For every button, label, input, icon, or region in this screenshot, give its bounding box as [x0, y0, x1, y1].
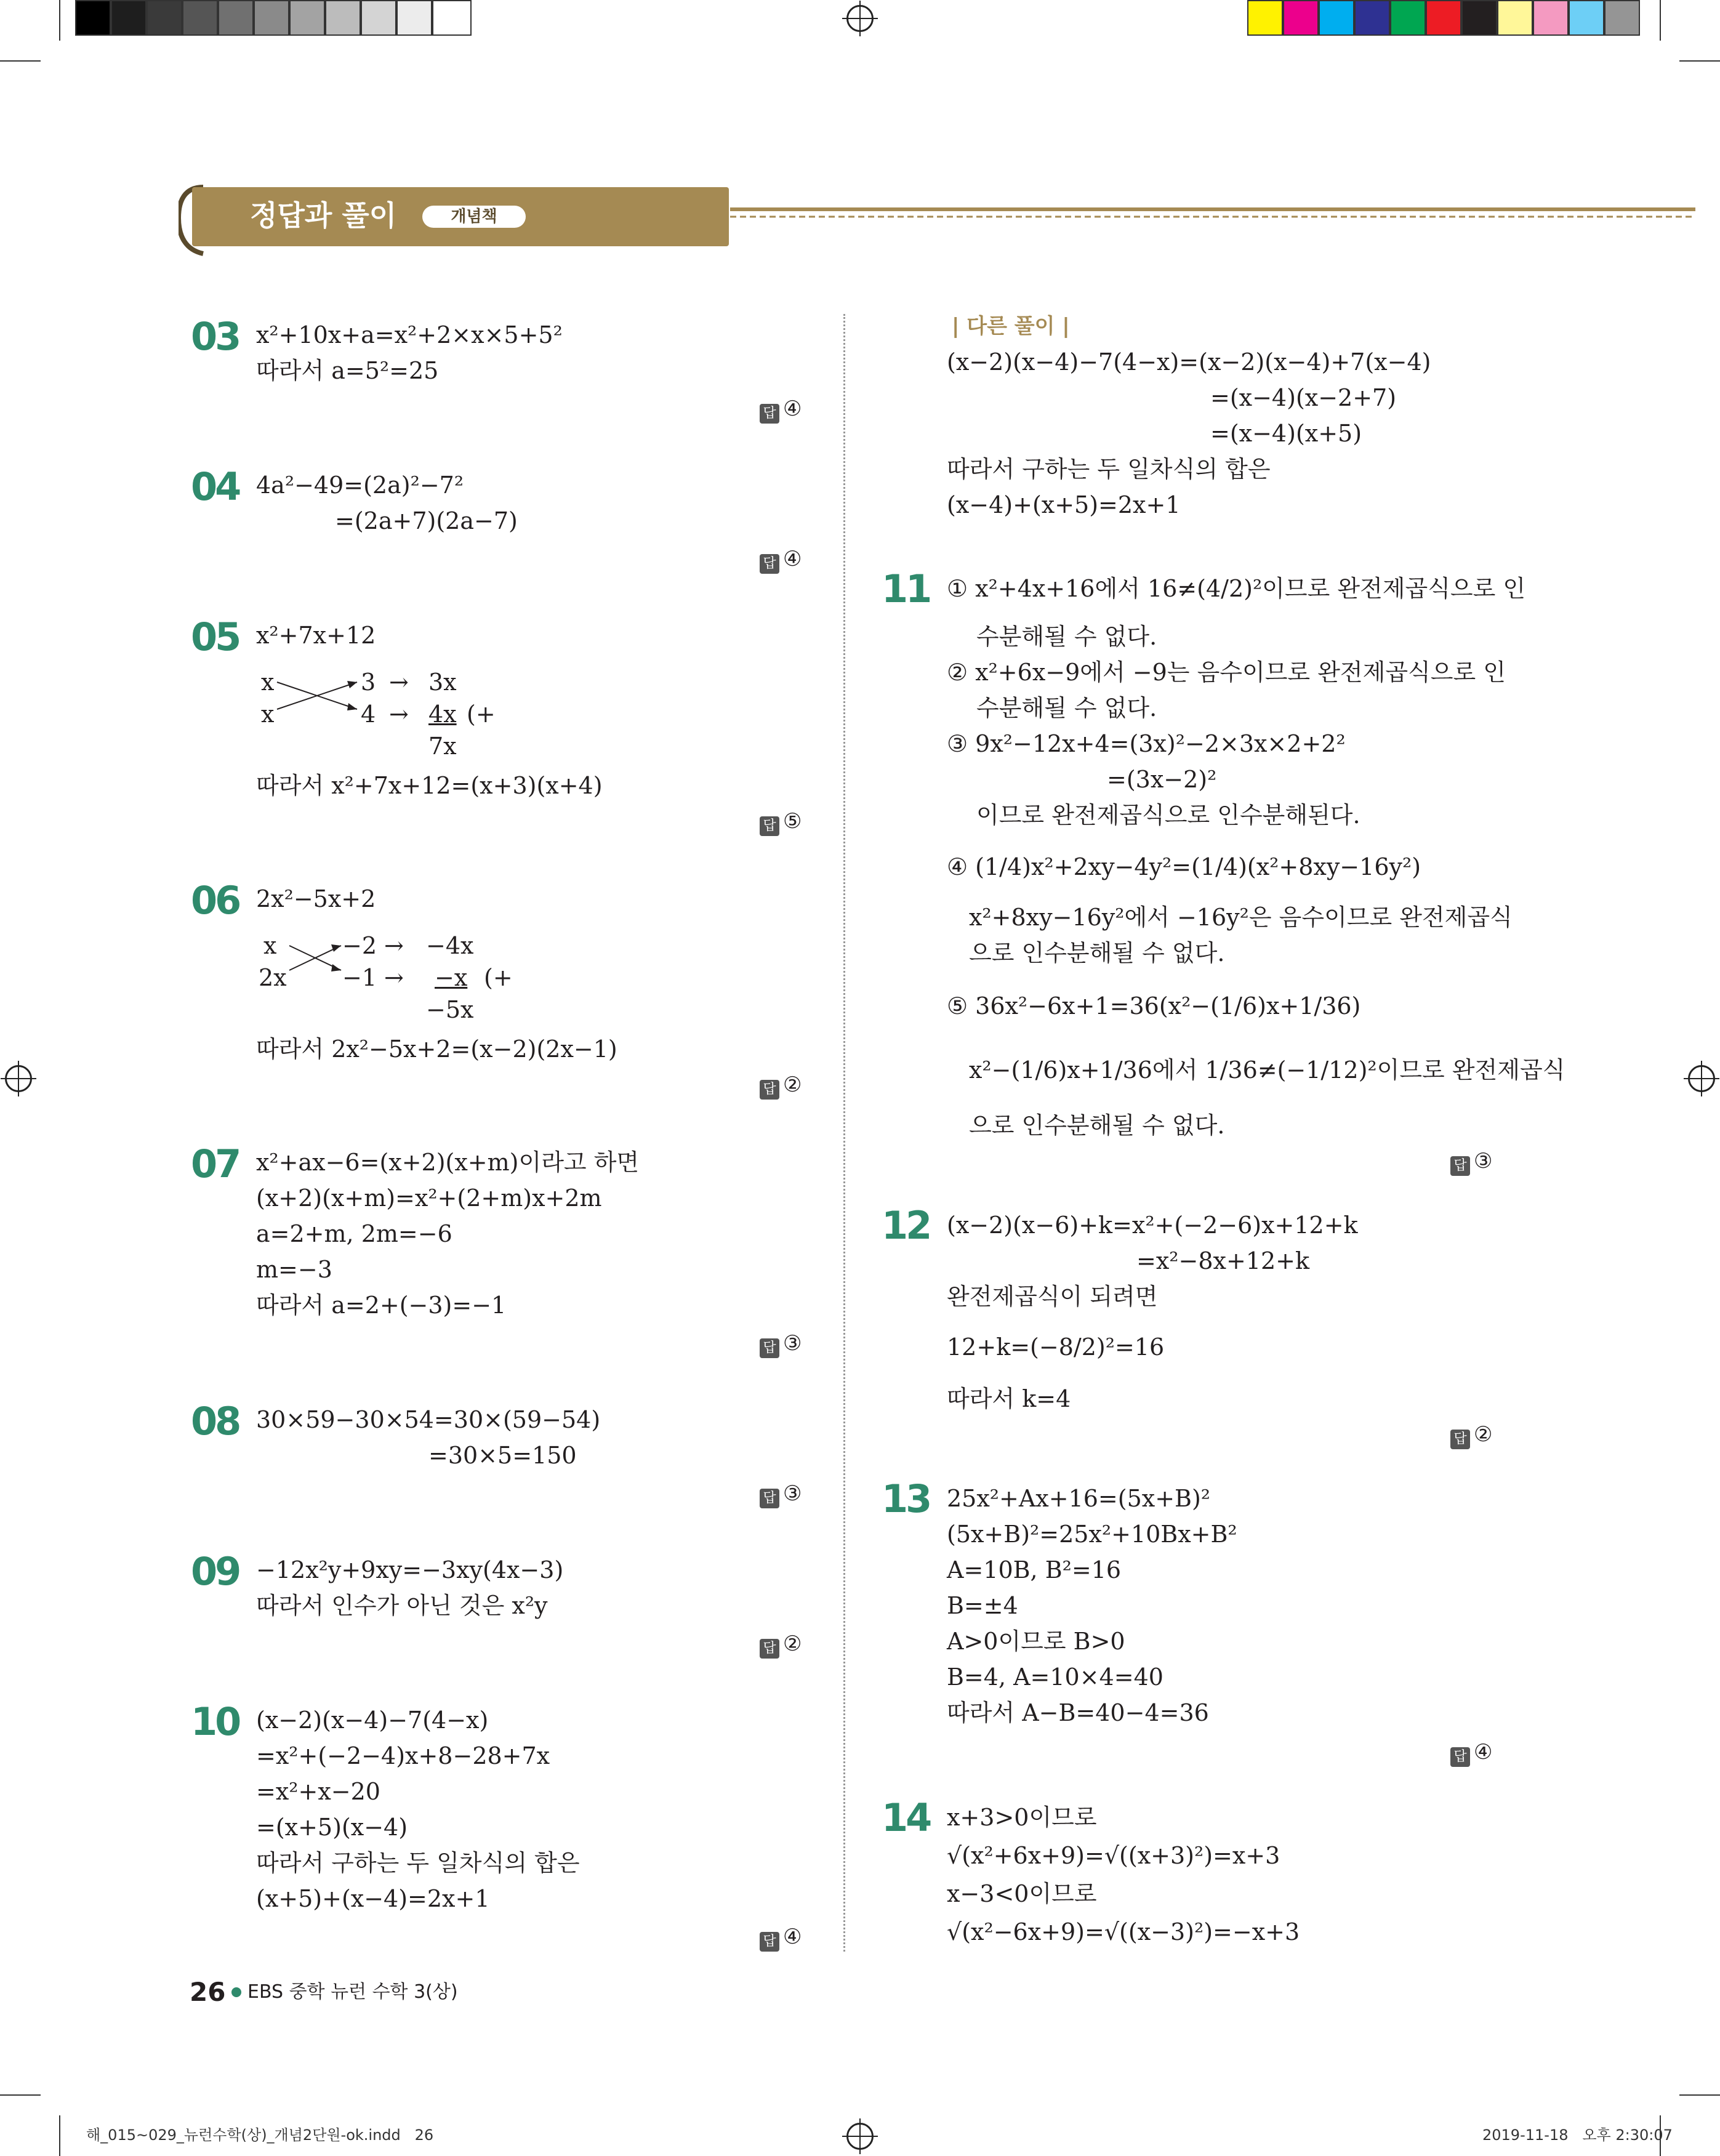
- crop-mark: [1679, 60, 1720, 62]
- solution-line: 으로 인수분해될 수 없다.: [969, 939, 1225, 967]
- solution-line: 따라서 2x²−5x+2=(x−2)(2x−1): [256, 1036, 617, 1063]
- cross-multiplication-diagram: x −2 → −4x 2x −1 → −x (+ −5x: [259, 932, 513, 1023]
- crop-mark: [1679, 2094, 1720, 2096]
- solution-line: ① x²+4x+16에서 16≠(4/2)²이므로 완전제곱식으로 인: [947, 575, 1526, 602]
- alt-solution-title: | 다른 풀이 |: [952, 314, 1070, 339]
- problem-number: 06: [191, 878, 239, 923]
- solution-line: a=2+m, 2m=−6: [256, 1220, 452, 1247]
- solution-line: 수분해될 수 없다.: [976, 623, 1157, 650]
- solution-line: =(3x−2)²: [1107, 766, 1217, 793]
- solution-line: 따라서 a=5²=25: [256, 357, 439, 384]
- solution-line: 따라서 A−B=40−4=36: [947, 1699, 1209, 1726]
- arrow-icon: →: [389, 669, 409, 696]
- solution-line: ⑤ 36x²−6x+1=36(x²−(1/6)x+1/36): [947, 992, 1361, 1020]
- solution-line: −12x²y+9xy=−3xy(4x−3): [256, 1556, 564, 1583]
- solution-line: (x−2)(x−6)+k=x²+(−2−6)x+12+k: [947, 1212, 1358, 1239]
- solution-line: 이므로 완전제곱식으로 인수분해된다.: [976, 802, 1360, 829]
- problem-number: 13: [882, 1476, 930, 1521]
- solution-line: √(x²−6x+9)=√((x−3)²)=−x+3: [947, 1918, 1300, 1945]
- solution-line: 4a²−49=(2a)²−7²: [256, 472, 464, 499]
- solution-line: (x+2)(x+m)=x²+(2+m)x+2m: [256, 1185, 602, 1212]
- column-divider: [843, 314, 845, 1952]
- solution-line: 완전제곱식이 되려면: [947, 1283, 1158, 1310]
- answer-mark: 답 ④: [760, 1925, 802, 1952]
- answer-mark: 답 ②: [1450, 1422, 1492, 1449]
- solution-line: =30×5=150: [428, 1442, 577, 1469]
- solution-line: (5x+B)²=25x²+10Bx+B²: [947, 1521, 1237, 1548]
- solution-line: 따라서 구하는 두 일차식의 합은: [947, 456, 1271, 483]
- problem-number: 07: [191, 1141, 239, 1186]
- answer-mark: 답 ④: [1450, 1740, 1492, 1767]
- crop-mark: [59, 0, 60, 41]
- header-band: [179, 182, 1695, 256]
- answer-mark: 답 ③: [760, 1481, 802, 1508]
- page-number: 26: [190, 1977, 226, 2007]
- solution-line: 수분해될 수 없다.: [976, 694, 1157, 722]
- solution-line: 따라서 x²+7x+12=(x+3)(x+4): [256, 772, 603, 799]
- solution-line: ③ 9x²−12x+4=(3x)²−2×3x×2+2²: [947, 730, 1346, 757]
- solution-line: m=−3: [256, 1256, 332, 1283]
- answer-mark: 답 ②: [760, 1072, 802, 1100]
- solution-line: ④ (1/4)x²+2xy−4y²=(1/4)(x²+8xy−16y²): [947, 853, 1421, 880]
- answer-mark: 답 ⑤: [760, 809, 802, 836]
- page-badge: 개념책: [422, 206, 526, 228]
- solution-line: x²+ax−6=(x+2)(x+m)이라고 하면: [256, 1149, 640, 1176]
- answer-mark: 답 ④: [760, 396, 802, 424]
- solution-line: (x−2)(x−4)−7(4−x): [256, 1707, 489, 1734]
- timestamp: 2019-11-18 오후 2:30:07: [1482, 2126, 1673, 2144]
- solution-line: √(x²+6x+9)=√((x+3)²)=x+3: [947, 1842, 1280, 1869]
- problem-number: 11: [882, 566, 930, 611]
- book-title: EBS 중학 뉴런 수학 3(상): [247, 1981, 458, 2003]
- problem-number: 12: [882, 1203, 930, 1248]
- solution-line: x²+8xy−16y²에서 −16y²은 음수이므로 완전제곱식: [969, 904, 1513, 931]
- bullet-icon: [231, 1987, 241, 1997]
- solution-line: 30×59−30×54=30×(59−54): [256, 1406, 601, 1433]
- solution-line: 따라서 a=2+(−3)=−1: [256, 1292, 507, 1319]
- answer-mark: 답 ②: [760, 1631, 802, 1659]
- answer-mark: 답 ③: [760, 1331, 802, 1358]
- solution-line: A=10B, B²=16: [947, 1556, 1122, 1583]
- problem-number: 14: [882, 1795, 930, 1840]
- solution-line: =(x−4)(x−2+7): [1210, 384, 1397, 411]
- solution-line: 따라서 구하는 두 일차식의 합은: [256, 1849, 580, 1876]
- solution-line: 2x²−5x+2: [256, 885, 376, 912]
- crop-mark: [59, 2115, 60, 2156]
- solution-line: =x²+(−2−4)x+8−28+7x: [256, 1742, 550, 1769]
- answer-mark: 답 ④: [760, 547, 802, 574]
- solution-line: =(x+5)(x−4): [256, 1814, 408, 1841]
- solution-line: 25x²+Ax+16=(5x+B)²: [947, 1485, 1211, 1512]
- solution-line: x²−(1/6)x+1/36에서 1/36≠(−1/12)²이므로 완전제곱식: [969, 1056, 1565, 1084]
- file-info: 해_015~029_뉴런수학(상)_개념2단원-ok.indd 26: [86, 2126, 434, 2144]
- solution-line: =x²+x−20: [256, 1778, 380, 1805]
- cross-multiplication-diagram: x 3 → 3x x 4 → 4x (+ 7x: [261, 669, 496, 760]
- solution-line: x+3>0이므로: [947, 1804, 1097, 1831]
- solution-line: 따라서 인수가 아닌 것은 x²y: [256, 1592, 548, 1619]
- arrow-icon: →: [384, 964, 404, 991]
- solution-line: 으로 인수분해될 수 없다.: [969, 1112, 1225, 1139]
- solution-line: A>0이므로 B>0: [947, 1628, 1125, 1655]
- solution-line: B=±4: [947, 1592, 1018, 1619]
- solution-line: ② x²+6x−9에서 −9는 음수이므로 완전제곱식으로 인: [947, 659, 1506, 686]
- solution-line: B=4, A=10×4=40: [947, 1663, 1163, 1691]
- solution-line: =(2a+7)(2a−7): [335, 507, 518, 534]
- solution-line: x²+10x+a=x²+2×x×5+5²: [256, 321, 563, 348]
- solution-line: 12+k=(−8/2)²=16: [947, 1333, 1165, 1361]
- registration-mark-bottom: [846, 2123, 874, 2150]
- problem-number: 04: [191, 464, 239, 509]
- problem-number: 08: [191, 1399, 239, 1444]
- problem-number: 05: [191, 614, 239, 659]
- solution-line: (x+5)+(x−4)=2x+1: [256, 1885, 490, 1912]
- problem-number: 03: [191, 314, 239, 359]
- crop-mark: [1660, 0, 1661, 41]
- solution-line: x²+7x+12: [256, 622, 376, 649]
- solution-line: (x−2)(x−4)−7(4−x)=(x−2)(x−4)+7(x−4): [947, 348, 1431, 376]
- page-title: 정답과 풀이: [250, 199, 397, 232]
- registration-mark-right: [1688, 1065, 1715, 1092]
- arrow-icon: →: [389, 701, 409, 728]
- solution-line: (x−4)+(x+5)=2x+1: [947, 491, 1181, 518]
- registration-mark-left: [5, 1065, 32, 1092]
- answer-mark: 답 ③: [1450, 1149, 1492, 1176]
- registration-mark-top: [846, 5, 874, 32]
- solution-line: x−3<0이므로: [947, 1880, 1097, 1907]
- problem-number: 10: [191, 1699, 239, 1744]
- solution-line: 따라서 k=4: [947, 1385, 1071, 1412]
- crop-mark: [0, 2094, 41, 2096]
- solution-line: =x²−8x+12+k: [1136, 1247, 1310, 1274]
- crop-mark: [0, 60, 41, 62]
- arrow-icon: →: [384, 932, 404, 959]
- problem-number: 09: [191, 1549, 239, 1594]
- solution-line: =(x−4)(x+5): [1210, 420, 1362, 447]
